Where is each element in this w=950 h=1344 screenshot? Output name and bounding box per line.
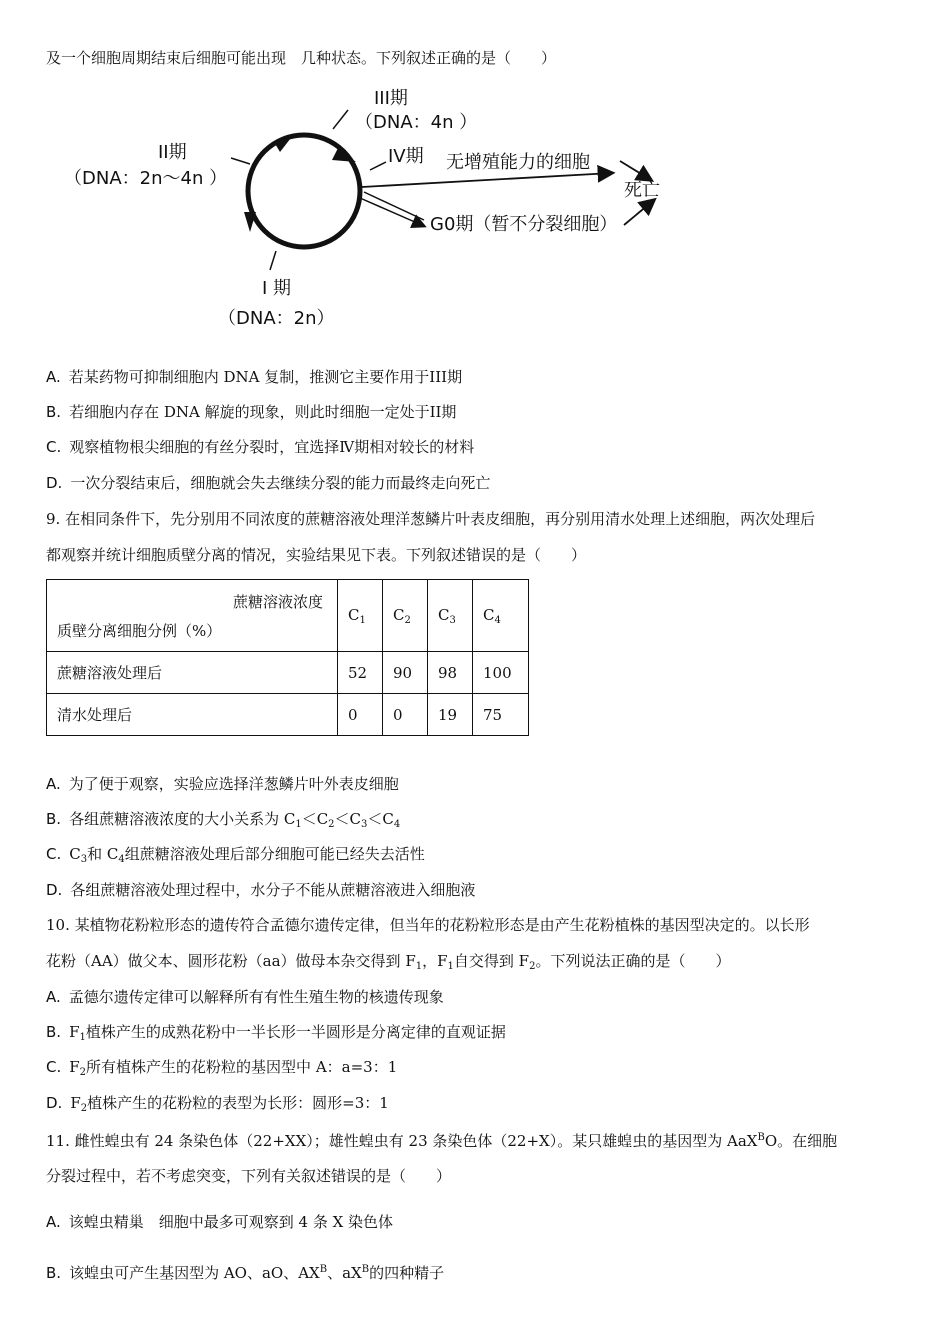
phase1-leader [270,251,276,270]
cell-value: 100 [473,652,529,694]
q9-option-c: C. $C_3$和 $C_4$组蔗糖溶液处理后部分细胞可能已经失去活性 [46,845,425,865]
table-header-row [47,580,529,652]
phase3-label: III期 [374,88,408,109]
q8-option-c: C. 观察植物根尖细胞的有丝分裂时，宜选择Ⅳ期相对较长的材料 [46,438,475,456]
no-prolif-label: 无增殖能力的细胞 [446,152,590,173]
cell-cycle-diagram [0,0,950,340]
q10-stem-line1: 10. 某植物花粉粒形态的遗传符合孟德尔遗传定律，但当年的花粉粒形态是由产生花粉植株的基因型决定的。以长形 [46,916,810,934]
phase4-leader [370,162,386,170]
cell-value: 0 [338,694,383,736]
phase2-dna: （DNA：2n～4n ） [64,168,228,189]
q11-stem-line1: 11. 雌性蝗虫有 24 条染色体（22+XX）；雄性蝗虫有 23 条染色体（22+X）。某只雄蝗虫的基因型为 AaX$^B$O。在细胞 [46,1132,838,1150]
q9-option-a: A. 为了便于观察，实验应选择洋葱鳞片叶外表皮细胞 [46,775,399,793]
cell-value: 90 [383,652,428,694]
header-ratio: 质壁分离细胞分例（%） [57,621,222,640]
phase1-label: I 期 [262,278,292,299]
header-concentration: 蔗糖溶液浓度 [232,592,323,611]
arrow-g0-death [624,200,654,225]
arrow-to-noprolif [362,173,612,187]
table-corner-cell [47,580,338,652]
phase2-leader [231,158,250,164]
q11-stem-line2: 分裂过程中，若不考虑突变，下列有关叙述错误的是（ ） [46,1167,452,1185]
q10-stem-line2: 花粉（AA）做父本、圆形花粉（aa）做母本杂交得到 $F_1$，$F_1$自交得到 $F_2$。下列说法正确的是（ ） [46,952,731,972]
q9-option-d: D. 各组蔗糖溶液处理过程中，水分子不能从蔗糖溶液进入细胞液 [46,881,476,899]
row-label: 蔗糖溶液处理后 [47,652,338,694]
col-header-c3: $C_3$ [428,580,473,652]
phase3-leader [333,110,348,129]
q10-option-a: A. 孟德尔遗传定律可以解释所有有性生殖生物的核遗传现象 [46,988,444,1006]
intro-line: 及一个细胞周期结束后细胞可能出现 几种状态。下列叙述正确的是（ ） [46,49,557,67]
phase2-label: II期 [158,142,187,163]
q10-option-d: D. $F_2$植株产生的花粉粒的表型为长形：圆形=3：1 [46,1094,389,1114]
q10-option-b: B. $F_1$植株产生的成熟花粉中一半长形一半圆形是分离定律的直观证据 [46,1023,506,1043]
q8-option-b: B. 若细胞内存在 DNA 解旋的现象，则此时细胞一定处于II期 [46,403,457,421]
cycle-arrowhead-left [244,212,256,232]
cell-value: 0 [383,694,428,736]
col-header-c2: $C_2$ [383,580,428,652]
q9-stem-line1: 9. 在相同条件下，先分别用不同浓度的蔗糖溶液处理洋葱鳞片叶表皮细胞，再分别用清水处理上述细胞，两次处理后 [46,510,816,528]
phase1-dna: （DNA：2n） [218,308,335,329]
q10-option-c: C. $F_2$所有植株产生的花粉粒的基因型中 A：a=3：1 [46,1058,398,1078]
col-header-c4: $C_4$ [473,580,529,652]
arrow-to-g0-a [364,192,424,220]
cycle-circle [248,135,360,247]
phase3-dna: （DNA：4n ） [355,112,478,133]
q8-option-d: D. 一次分裂结束后，细胞就会失去继续分裂的能力而最终走向死亡 [46,474,491,492]
cell-value: 19 [428,694,473,736]
phase4-label: IV期 [388,146,424,167]
table-row [47,652,529,694]
cell-value: 52 [338,652,383,694]
q11-option-a: A. 该蝗虫精巢 细胞中最多可观察到 4 条 X 染色体 [46,1213,394,1231]
g0-label: G0期（暂不分裂细胞） [430,214,618,235]
death-label: 死亡 [624,180,660,201]
q9-results-table [46,579,529,736]
q9-stem-line2: 都观察并统计细胞质壁分离的情况，实验结果见下表。下列叙述错误的是（ ） [46,546,587,564]
arrow-to-g0-b [360,198,424,226]
cell-value: 98 [428,652,473,694]
q9-option-b: B. 各组蔗糖溶液浓度的大小关系为 $C_1<C_2<C_3<C_4$ [46,810,401,830]
q8-option-a: A. 若某药物可抑制细胞内 DNA 复制，推测它主要作用于III期 [46,368,463,386]
row-label: 清水处理后 [47,694,338,736]
q11-option-b: B. 该蝗虫可产生基因型为 AO、aO、$AX^B$、$aX^B$的四种精子 [46,1264,445,1282]
table-row [47,694,529,736]
cell-value: 75 [473,694,529,736]
arrow-noprolif-death [620,161,651,180]
col-header-c1: $C_1$ [338,580,383,652]
